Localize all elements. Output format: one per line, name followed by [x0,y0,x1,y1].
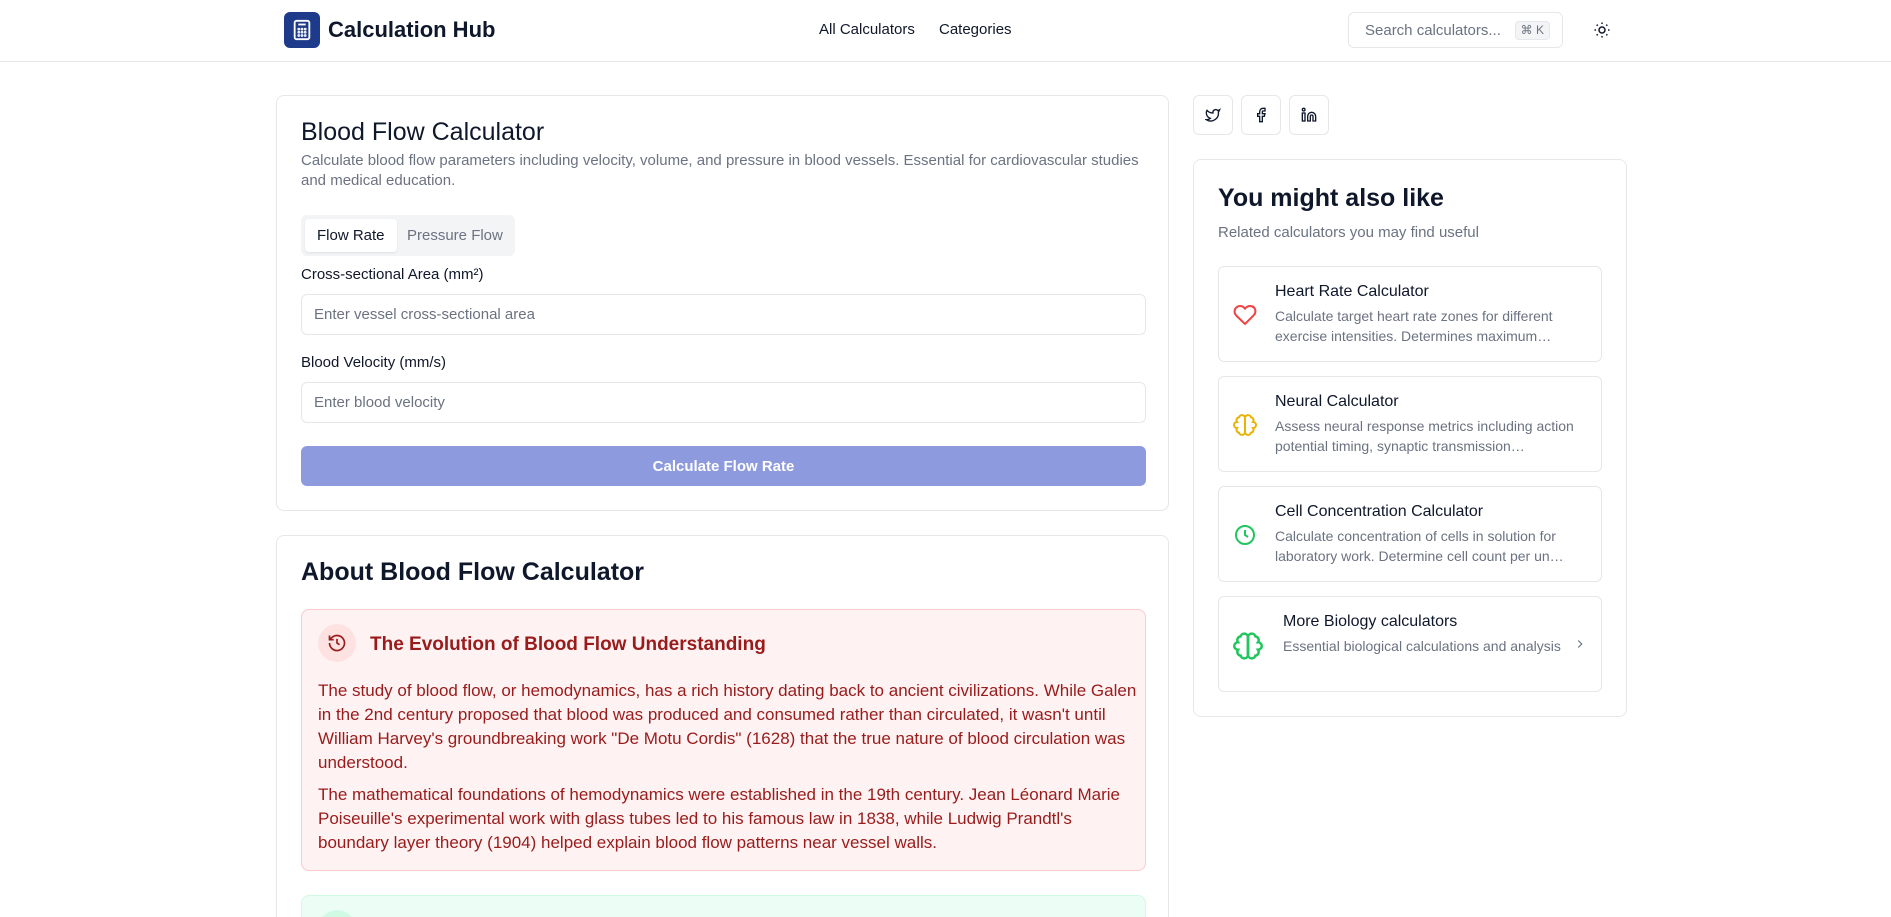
search-input[interactable] [1348,12,1563,48]
history-title: The Evolution of Blood Flow Understanding [370,634,766,655]
related-item-name: Cell Concentration Calculator [1275,503,1484,520]
about-title: About Blood Flow Calculator [301,558,645,586]
sun-icon [1593,21,1611,39]
history-paragraph: The study of blood flow, or hemodynamics, has a rich history dating back to ancient civilizations. While Galen in the 2nd century proposed that blood was produced and consumed rather than circulated, it wasn't until William Harvey's groundbreaking work "De Motu Cordis" (1628) that the true nature of blood circulation was understood. [318,681,1137,772]
area-input[interactable] [301,294,1146,335]
share-facebook-button[interactable] [1241,95,1281,135]
related-item-name: Heart Rate Calculator [1275,283,1429,300]
nav-all-calculators[interactable]: All Calculators [819,21,915,38]
brand-name[interactable]: Calculation Hub [328,17,496,42]
calculator-card [276,95,1169,511]
calculate-flow-rate-button[interactable]: Calculate Flow Rate [301,446,1146,486]
related-item-desc: Assess neural response metrics including action potential timing, synaptic transmission… [1275,418,1574,454]
related-item-desc: Calculate target heart rate zones for different exercise intensities. Determines maximum… [1275,308,1553,344]
search-shortcut-badge: ⌘ K [1515,21,1550,40]
linkedin-icon [1301,107,1317,123]
twitter-icon [1205,107,1221,123]
section-icon [318,910,356,917]
history-paragraph: The mathematical foundations of hemodynamics were established in the 19th century. Jean Léonard Marie Poiseuille's experimental work with glass tubes led to his famous law in 1838, while Ludwig Prandtl's boundary layer theory (1904) helped explain blood flow patterns near vessel walls. [318,785,1120,852]
share-linkedin-button[interactable] [1289,95,1329,135]
chevron-right-icon [1573,637,1587,651]
related-subtitle: Related calculators you may find useful [1218,224,1479,241]
top-header [0,0,1891,62]
clock-icon [1233,523,1257,547]
about-card [276,535,1169,917]
history-section [301,609,1146,871]
next-section [301,895,1146,917]
nav-categories[interactable]: Categories [939,21,1012,38]
facebook-icon [1253,107,1269,123]
search-placeholder: Search calculators... [1365,21,1501,39]
more-biology-name: More Biology calculators [1283,613,1458,630]
velocity-label: Blood Velocity (mm/s) [301,354,447,371]
calculator-tabs [301,215,515,256]
related-item-desc: Calculate concentration of cells in solution for laboratory work. Determine cell count per un… [1275,528,1564,564]
theme-toggle-button[interactable] [1586,14,1618,46]
related-item-neural[interactable] [1218,376,1602,472]
related-calculators-card [1193,159,1627,717]
tab-flow-rate[interactable]: Flow Rate [305,219,397,252]
related-title: You might also like [1218,184,1444,212]
tab-pressure-flow[interactable]: Pressure Flow [407,227,503,244]
more-biology-desc: Essential biological calculations and analysis [1283,638,1561,654]
calculator-logo-icon[interactable] [284,12,320,48]
area-label: Cross-sectional Area (mm²) [301,266,484,283]
more-biology-link[interactable] [1218,596,1602,692]
brain-icon [1233,631,1263,661]
velocity-input[interactable] [301,382,1146,423]
calculator-title: Blood Flow Calculator [301,118,545,146]
related-item-cell-concentration[interactable] [1218,486,1602,582]
heart-icon [1233,303,1257,327]
history-icon [318,624,356,662]
share-twitter-button[interactable] [1193,95,1233,135]
related-item-heart-rate[interactable] [1218,266,1602,362]
related-item-name: Neural Calculator [1275,393,1399,410]
brain-icon [1233,413,1257,437]
calculator-description: Calculate blood flow parameters including velocity, volume, and pressure in blood vessels. Essential for cardiovascular studies and medical education. [301,152,1139,189]
